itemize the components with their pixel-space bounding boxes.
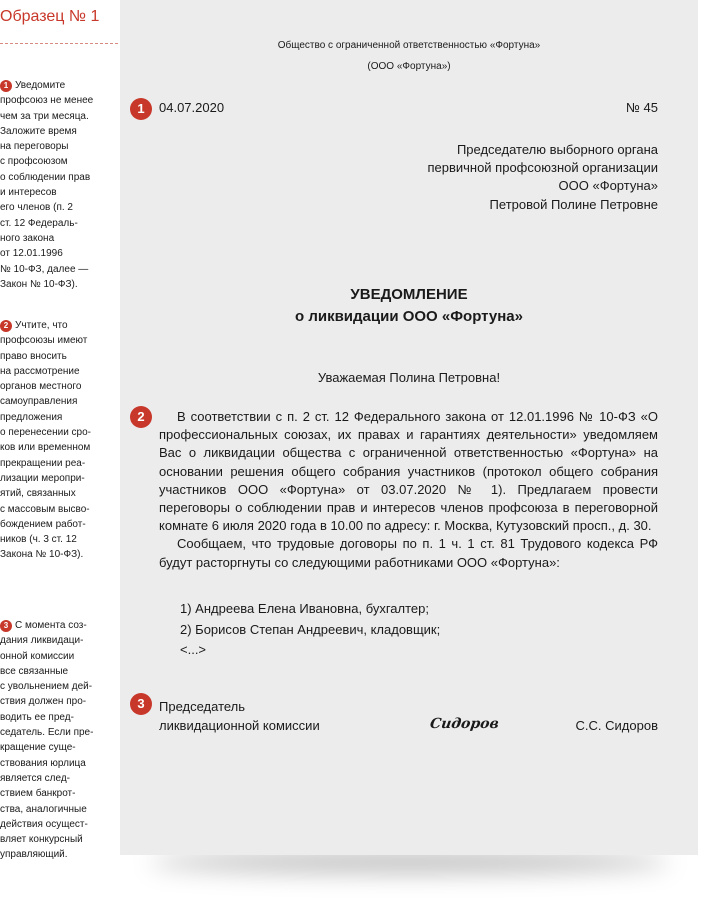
body-paragraph-1: В соответствии с п. 2 ст. 12 Федерального закона от 12.01.1996 № 10-ФЗ «О профессиональных союзах, их правах и гарантиях деятельности» уведомляем Вас о ликвидации общества с ограниченной ответственностью «Фортуна» на основании решения общего собрания участников (протокол общего собрания участников ООО «Фортуна» от 03.07.2020 № 1). Предлагаем провести переговоры о соблюдении прав и интересов членов профсоюза в переговорной комнате 6 июля 2020 года в 10.00 по адресу: г. Москва, Кутузовский просп., д. 30. [159, 409, 658, 534]
addressee-block: Председателю выборного органа первичной профсоюзной организации ООО «Фортуна» Петровой Полине Петровне [427, 142, 658, 212]
document-subheading: о ликвидации ООО «Фортуна» [295, 308, 523, 325]
note-text: Учтите, что профсоюзы имеют право вносить на рассмотрение органов местного самоуправления предложения о перенесении сро- ков или временном прекращении реа- лизации меропри- ятий, связанных с массовым высво- бождением работ- ников (ч. 3 ст. 12 Закона № 10-ФЗ). [0, 320, 92, 561]
sidebar-divider [0, 43, 118, 44]
signer-title-cont: ликвидационной комиссии [159, 718, 320, 733]
signer-title: Председатель [159, 699, 246, 714]
note-number-badge: 2 [0, 320, 12, 332]
sample-title: Образец № 1 [0, 8, 100, 25]
org-full-name: Общество с ограниченной ответственностью «Фортуна» [277, 40, 541, 51]
marker-2: 2 [130, 406, 152, 428]
list-item: <...> [180, 642, 207, 657]
salutation: Уважаемая Полина Петровна! [317, 370, 501, 385]
paper-shadow [150, 852, 670, 872]
list-item: 1) Андреева Елена Ивановна, бухгалтер; [180, 601, 429, 616]
document-heading: УВЕДОМЛЕНИЕ [350, 286, 468, 303]
org-short-name: (ООО «Фортуна») [367, 61, 451, 72]
note-number-badge: 1 [0, 80, 12, 92]
sidebar-note-3 [0, 618, 110, 863]
sidebar-note-1 [0, 78, 110, 292]
sidebar-note-2 [0, 318, 110, 563]
marker-3: 3 [130, 693, 152, 715]
list-item: 2) Борисов Степан Андреевич, кладовщик; [180, 622, 441, 637]
note-text: С момента соз- дания ликвидаци- онной комиссии все связанные с увольнением дей- ствия должен про- водить ее пред- седатель. Если пре- кращение суще- ствования юрлица является след- ствием банкрот- ства, аналогичные действия осущест- вляет конкурсный управляющий. [0, 620, 94, 861]
document-body [159, 408, 658, 572]
document-number: № 45 [625, 100, 658, 115]
note-text: Уведомите профсоюз не менее чем за три месяца. Заложите время на переговоры с профсоюзом о соблюдении прав и интересов его членов (п. 2 ст. 12 Федераль- ного закона от 12.01.1996 № 10-ФЗ, далее — Закон № 10-ФЗ). [0, 80, 94, 290]
signer-name: С.С. Сидоров [575, 718, 658, 733]
marker-1: 1 [130, 98, 152, 120]
document-date: 04.07.2020 [159, 100, 225, 115]
note-number-badge: 3 [0, 620, 12, 632]
signature: Сидоров [428, 716, 500, 732]
body-paragraph-2: Сообщаем, что трудовые договоры по п. 1 ч. 1 ст. 81 Трудового кодекса РФ будут расторгнуты со следующими работниками ООО «Фортуна»: [159, 536, 658, 570]
